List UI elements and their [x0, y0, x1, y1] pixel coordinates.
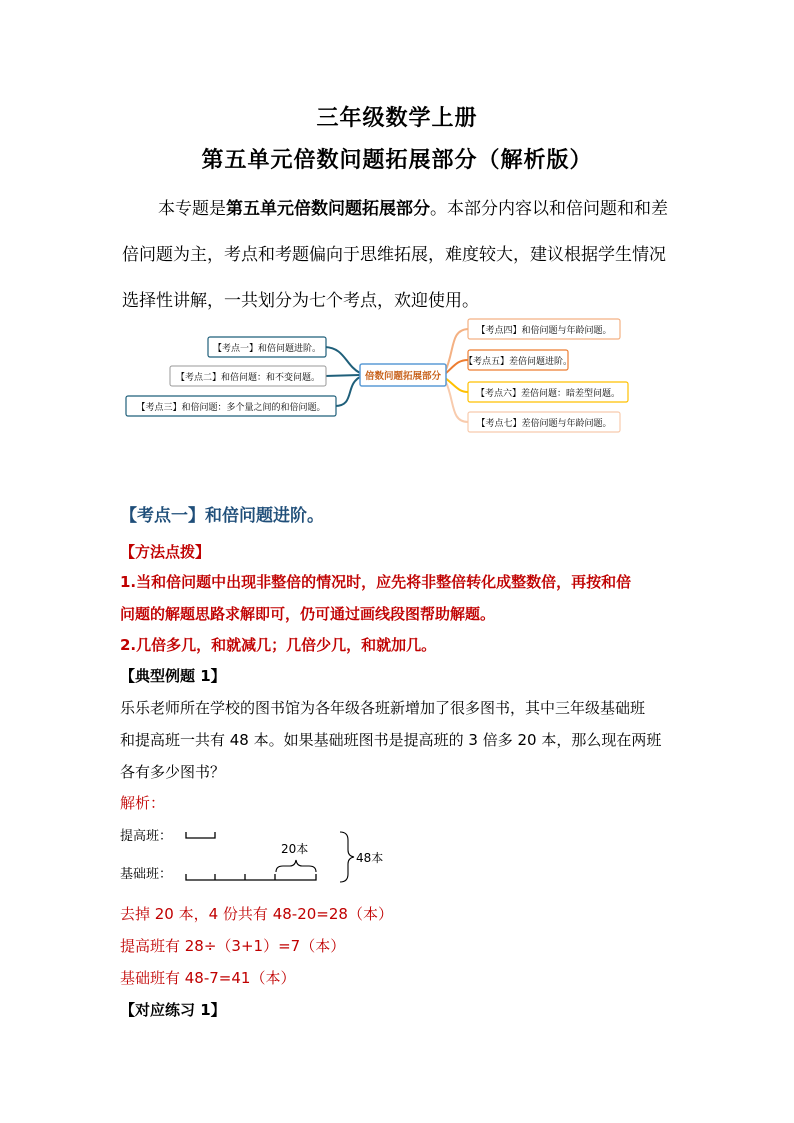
practice-title: 【对应练习 1】 [120, 1001, 226, 1019]
mindmap-left-branch-2 [325, 375, 360, 376]
section-heading: 【考点一】和倍问题进阶。 [120, 506, 324, 526]
document-subtitle: 第五单元倍数问题拓展部分（解析版） [201, 148, 593, 173]
diagram-total-label: 48本 [356, 851, 384, 865]
segment-bottom [186, 874, 316, 880]
mindmap-node-right-2: 【考点五】差倍问题进阶。 [463, 357, 573, 367]
document-title: 三年级数学上册 [316, 106, 478, 131]
method-line-2: 2.几倍多几，和就减几；几倍少几，和就加几。 [120, 636, 437, 654]
method-line-1b: 问题的解题思路求解即可，仍可通过画线段图帮助解题。 [120, 605, 496, 623]
example-text-1: 乐乐老师所在学校的图书馆为各年级各班新增加了很多图书，其中三年级基础班 [120, 699, 646, 717]
calc-line-2: 提高班有 28÷（3+1）=7（本） [120, 937, 346, 955]
intro-paragraph [122, 186, 682, 324]
example-text-3: 各有多少图书？ [120, 763, 226, 781]
mindmap-node-right-1: 【考点四】和倍问题与年龄问题。 [476, 326, 612, 336]
method-line-1a: 1.当和倍问题中出现非整倍的情况时，应先将非整倍转化成整数倍，再按和倍 [120, 573, 632, 591]
calc-line-1: 去掉 20 本，4 份共有 48-20=28（本） [120, 905, 393, 923]
example-title: 【典型例题 1】 [120, 667, 226, 685]
extra-brace [276, 860, 316, 872]
intro-prefix: 本专题是 [158, 199, 226, 219]
mindmap-center: 倍数问题拓展部分 [364, 371, 442, 382]
method-title: 【方法点拨】 [120, 543, 211, 561]
total-brace [340, 832, 354, 882]
mindmap-left-branch-1 [325, 347, 360, 373]
segment-diagram [118, 826, 418, 886]
example-text-2: 和提高班一共有 48 本。如果基础班图书是提高班的 3 倍多 20 本，那么现在两班 [120, 731, 662, 749]
mindmap-node-right-3: 【考点六】差倍问题：暗差型问题。 [475, 389, 621, 399]
calc-line-3: 基础班有 48-7=41（本） [120, 969, 296, 987]
mindmap-node-left-2: 【考点二】和倍问题：和不变问题。 [175, 373, 321, 383]
diagram-label-top: 提高班： [120, 829, 173, 844]
diagram-extra-label: 20本 [281, 842, 309, 856]
analysis-label: 解析： [120, 794, 166, 812]
mindmap-node-left-1: 【考点一】和倍问题进阶。 [212, 344, 322, 354]
mindmap-node-left-3: 【考点三】和倍问题：多个量之间的和倍问题。 [136, 403, 326, 413]
intro-rest: 。本部分内容以和倍问题和和差倍问题为主，考点和考题偏向于思维拓展，难度较大，建议根据学生情况选择性讲解，一共划分为七个考点，欢迎使用。 [122, 199, 668, 311]
mind-map [120, 310, 640, 440]
segment-top [186, 832, 215, 838]
mindmap-node-right-4: 【考点七】差倍问题与年龄问题。 [476, 419, 612, 429]
diagram-label-bottom: 基础班： [120, 867, 173, 882]
intro-bold-topic: 第五单元倍数问题拓展部分 [226, 199, 430, 219]
mindmap-left-branch-3 [335, 377, 360, 406]
